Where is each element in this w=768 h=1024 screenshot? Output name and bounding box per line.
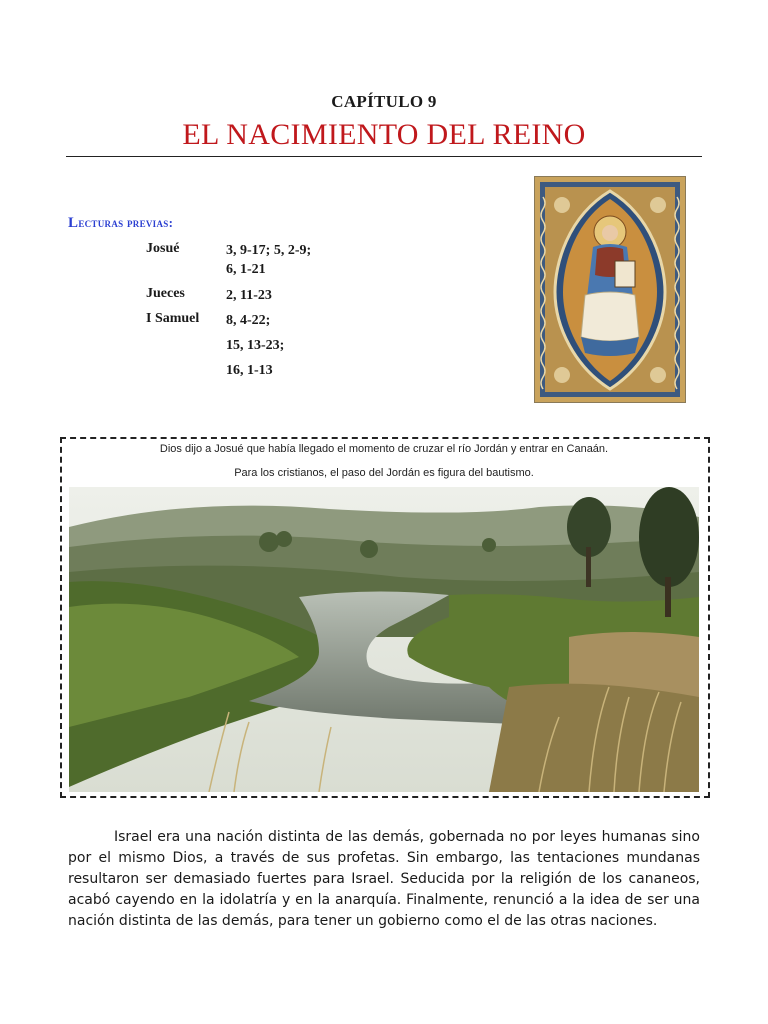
reading-book-jueces: Jueces — [146, 286, 185, 301]
christ-in-majesty-image — [534, 176, 686, 403]
reading-ref-line: 6, 1-21 — [226, 262, 266, 277]
readings-heading-initial: L — [68, 215, 79, 231]
readings-heading — [68, 215, 173, 232]
readings-heading-rest: ecturas previas: — [78, 215, 174, 230]
caption-line-1: Dios dijo a Josué que había llegado el momento de cruzar el río Jordán y entrar en Canaán. — [159, 443, 609, 455]
title-divider — [66, 156, 702, 157]
chapter-label: CAPÍTULO 9 — [331, 92, 437, 111]
body-paragraph: Israel era una nación distinta de las demás, gobernada no por leyes humanas sino por el mismo Dios, a través de sus profetas. Sin embargo, las tentaciones mundanas resultaron ser demasiado fuertes para Israel. Seducida por la religión de los cananeos, acabó cayendo en la idolatría y en la anarquía. Finalmente, renunció a la idea de ser una nación distinta de las demás, para tener un gobierno como el de las otras naciones. — [68, 829, 700, 929]
reading-ref-samuel — [226, 311, 284, 380]
reading-ref-josue — [226, 241, 311, 279]
reading-book-josue: Josué — [146, 241, 180, 256]
caption-line-2: Para los cristianos, el paso del Jordán es figura del bautismo. — [234, 467, 534, 479]
reading-book-samuel: I Samuel — [146, 311, 200, 326]
jordan-river-photo — [69, 487, 699, 792]
reading-ref-line: 8, 4-22; — [226, 313, 271, 328]
reading-ref-line: 16, 1-13 — [226, 363, 273, 378]
reading-ref-line: 15, 13-23; — [226, 338, 285, 353]
reading-ref-line: 2, 11-23 — [226, 288, 272, 303]
chapter-title: EL NACIMIENTO DEL REINO — [182, 118, 586, 151]
reading-ref-line: 3, 9-17; 5, 2-9; — [226, 243, 312, 258]
reading-ref-jueces — [226, 286, 272, 305]
